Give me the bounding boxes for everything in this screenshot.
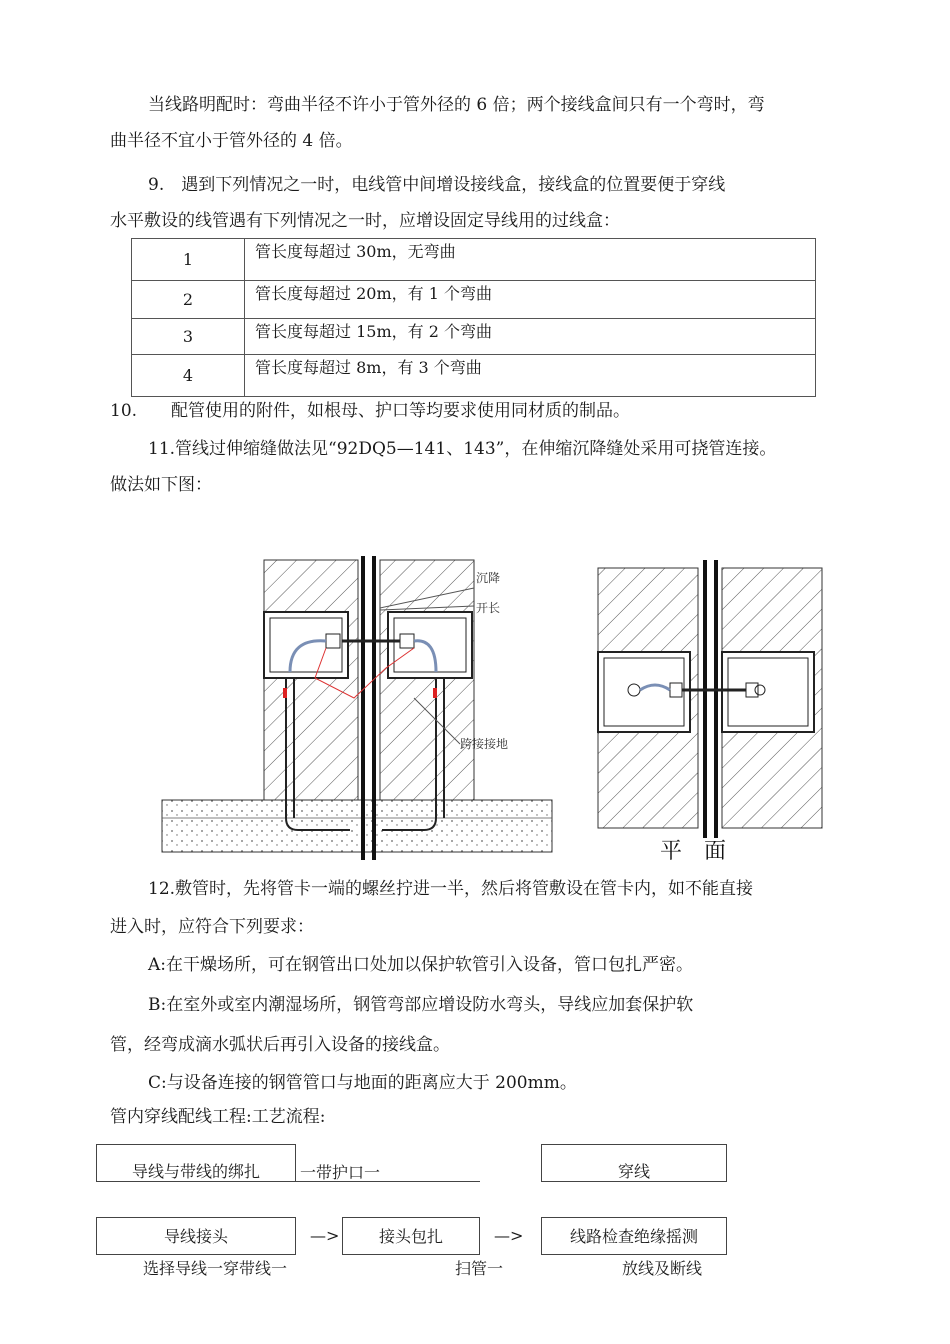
table-cell-number: 1 xyxy=(132,239,245,281)
table-cell-text: 管长度每超过 30m，无弯曲 xyxy=(245,239,816,281)
para-bend-line1: 当线路明配时：弯曲半径不许小于管外径的 6 倍；两个接线盒间只有一个弯时，弯 xyxy=(148,95,765,115)
item12-line2: 进入时，应符合下列要求： xyxy=(110,917,314,937)
req-c: C:与设备连接的钢管管口与地面的距离应大于 200mm。 xyxy=(148,1073,577,1093)
para-bend-line2: 曲半径不宜小于管外径的 4 倍。 xyxy=(110,131,353,151)
item9-line2: 水平敷设的线管遇有下列情况之一时，应增设固定导线用的过线盒： xyxy=(110,211,620,231)
flow-arrow-2: —> xyxy=(494,1226,524,1245)
table-cell-text: 管长度每超过 20m，有 1 个弯曲 xyxy=(245,281,816,319)
req-a: A:在干燥场所，可在钢管出口处加以保护软管引入设备，管口包扎严密。 xyxy=(148,955,694,975)
table-row xyxy=(132,355,816,397)
item10: 10. 配管使用的附件，如根母、护口等均要求使用同材质的制品。 xyxy=(110,401,631,421)
flow-box-wire-joint: 导线接头 xyxy=(96,1217,296,1255)
item12-line1: 12.敷管时，先将管卡一端的螺丝拧进一半，然后将管敷设在管卡内，如不能直接 xyxy=(148,879,754,899)
label-plan: 平 面 xyxy=(660,839,727,864)
flow-box-tie-wire: 导线与带线的绑扎 xyxy=(96,1144,296,1182)
item11-line1: 11.管线过伸缩缝做法见“92DQ5—141、143”，在伸缩沉降缝处采用可挠管连接。 xyxy=(148,439,777,459)
table-row xyxy=(132,319,816,355)
table-cell-text: 管长度每超过 8m，有 3 个弯曲 xyxy=(245,355,816,397)
table-cell-number: 2 xyxy=(132,281,245,319)
flow-note-sweep-pipe: 扫管一 xyxy=(455,1259,504,1278)
flow-note-pay-out: 放线及断线 xyxy=(622,1259,703,1278)
plan-view xyxy=(598,560,822,838)
flow-link-text: 一带护口一 xyxy=(300,1163,381,1182)
item11-line2: 做法如下图： xyxy=(110,475,212,495)
label-ground-jumper: 跨接接地 xyxy=(460,737,509,751)
req-b-line1: B:在室外或室内潮湿场所，钢管弯部应增设防水弯头，导线应加套保护软 xyxy=(148,995,694,1015)
table-row xyxy=(132,281,816,319)
flow-box-threading: 穿线 xyxy=(541,1144,727,1182)
table-cell-number: 3 xyxy=(132,319,245,355)
label-expand: 开长 xyxy=(476,601,501,615)
expansion-joint-figure xyxy=(150,548,830,868)
flow-title: 管内穿线配线工程:工艺流程: xyxy=(110,1107,326,1127)
flow-arrow-1: —> xyxy=(310,1226,340,1245)
table-cell-number: 4 xyxy=(132,355,245,397)
junction-box-table xyxy=(131,238,816,397)
flow-box-joint-wrap: 接头包扎 xyxy=(342,1217,480,1255)
item9-line1: 9. 遇到下列情况之一时，电线管中间增设接线盒，接线盒的位置要便于穿线 xyxy=(148,175,726,195)
table-cell-text: 管长度每超过 15m，有 2 个弯曲 xyxy=(245,319,816,355)
req-b-line2: 管，经弯成滴水弧状后再引入设备的接线盒。 xyxy=(110,1035,450,1055)
label-settle: 沉降 xyxy=(476,571,501,585)
flow-note-select-wire: 选择导线一穿带线一 xyxy=(143,1259,288,1278)
table-row xyxy=(132,239,816,281)
flow-box-insulation-test: 线路检查绝缘摇测 xyxy=(541,1217,727,1255)
